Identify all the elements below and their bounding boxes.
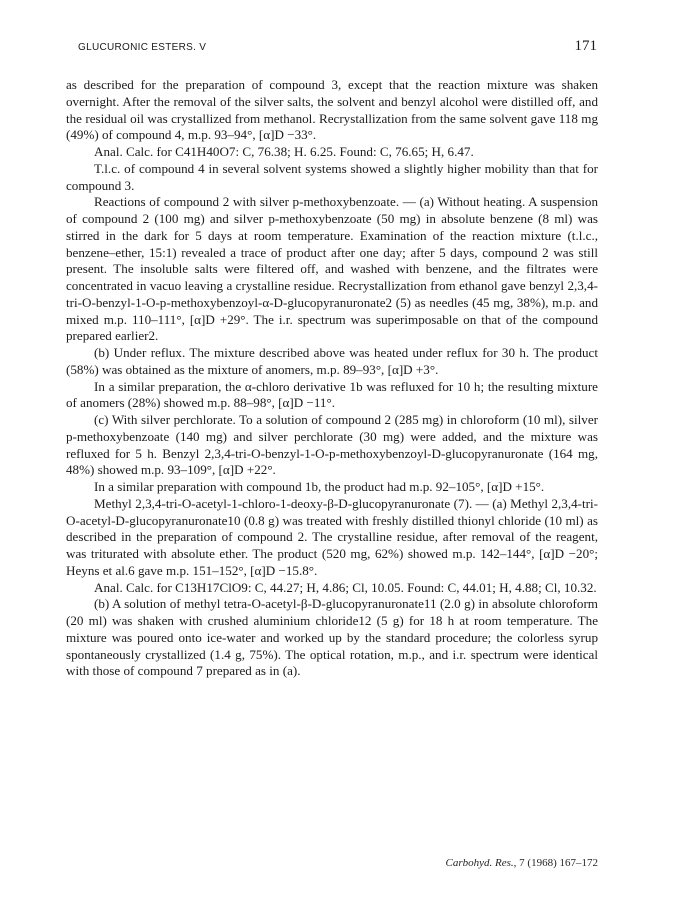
paragraph-silver-perchlorate: (c) With silver perchlorate. To a solution of compound 2 (285 mg) in chloroform (10 ml), silver p-methoxybenzoate (140 mg) and silver perchlorate (30 mg) were added, and the mixture was refluxed for 5 h. Benzyl 2,3,4-tri-O-benzyl-1-O-p-methoxybenzoyl-D-glucopyranuronate (164 mg, 48%) showed m.p. 93–109°, [α]D +22°. [66, 412, 598, 478]
journal-name: Carbohyd. Res. [445, 857, 514, 869]
article-body [66, 77, 598, 680]
paragraph-reactions-without-heating: Reactions of compound 2 with silver p-methoxybenzoate. — (a) Without heating. A suspension of compound 2 (100 mg) and silver p-methoxybenzoate (50 mg) in absolute benzene (8 ml) was stirred in the dark for 5 days at room temperature. Examination of the reaction mixture (t.l.c., benzene–ether, 15:1) revealed a trace of product after one day; after 5 days, compound 2 was still present. The insoluble salts were filtered off, and washed with benzene, and the filtrates were concentrated in vacuo leaving a crystalline residue. Recrystallization from ethanol gave benzyl 2,3,4-tri-O-benzyl-1-O-p-methoxybenzoyl-α-D-glucopyranuronate2 (5) as needles (45 mg, 38%), m.p. and mixed m.p. 110–111°, [α]D +29°. The i.r. spectrum was superimposable on that of the compound prepared earlier2. [66, 194, 598, 344]
paragraph-anal-compound-7: Anal. Calc. for C13H17ClO9: C, 44.27; H, 4.86; Cl, 10.05. Found: C, 44.01; H, 4.88; Cl, 10.32. [94, 579, 597, 595]
paragraph-under-reflux: (b) Under reflux. The mixture described above was heated under reflux for 30 h. The product (58%) was obtained as the mixture of anomers, m.p. 89–93°, [α]D +3°. [66, 345, 598, 377]
page-header [78, 38, 597, 58]
paragraph-compound-7-method-a: Methyl 2,3,4-tri-O-acetyl-1-chloro-1-deoxy-β-D-glucopyranuronate (7). — (a) Methyl 2,3,4-tri-O-acetyl-D-glucopyranuronate10 (0.8 g) was treated with freshly distilled thionyl chloride (10 ml) as described in the preparation of compound 2. The crystalline residue, after removal of the reagent, was triturated with absolute ether. The product (520 mg, 62%) showed m.p. 142–144°, [α]D −20°; Heyns et al.6 gave m.p. 151–152°, [α]D −15.8°. [66, 495, 598, 578]
paragraph-anal-compound-4: Anal. Calc. for C41H40O7: C, 76.38; H. 6.25. Found: C, 76.65; H, 6.47. [94, 144, 474, 159]
page-number: 171 [574, 38, 597, 54]
paragraph-compound-4-prep: as described for the preparation of compound 3, except that the reaction mixture was shaken overnight. After the removal of the silver salts, the solvent and benzyl alcohol were distilled off, and the residual oil was crystallized from methanol. Recrystallization from the same solvent gave 118 mg (49%) of compound 4, m.p. 93–94°, [α]D −33°. [66, 77, 598, 143]
page-footer [66, 857, 598, 869]
paragraph-alpha-chloro-reflux: In a similar preparation, the α-chloro derivative 1b was refluxed for 10 h; the resulting mixture of anomers (28%) showed m.p. 88–98°, [α]D −11°. [66, 378, 598, 411]
running-head: GLUCURONIC ESTERS. V [78, 42, 207, 53]
journal-citation: , 7 (1968) 167–172 [513, 857, 598, 869]
paragraph-compound-1b-prep: In a similar preparation with compound 1b, the product had m.p. 92–105°, [α]D +15°. [94, 479, 545, 494]
paragraph-tlc-compound-4: T.l.c. of compound 4 in several solvent systems showed a slightly higher mobility than that for compound 3. [66, 160, 598, 193]
paragraph-compound-7-method-b: (b) A solution of methyl tetra-O-acetyl-β-D-glucopyranuronate11 (2.0 g) in absolute chloroform (20 ml) was shaken with crushed aluminium chloride12 (5 g) for 18 h at room temperature. The mixture was poured onto ice-water and worked up by the standard procedure; the colorless syrup spontaneously crystallized (1.4 g, 75%). The optical rotation, m.p., and i.r. spectrum were identical with those of compound 7 prepared as in (a). [66, 596, 598, 679]
